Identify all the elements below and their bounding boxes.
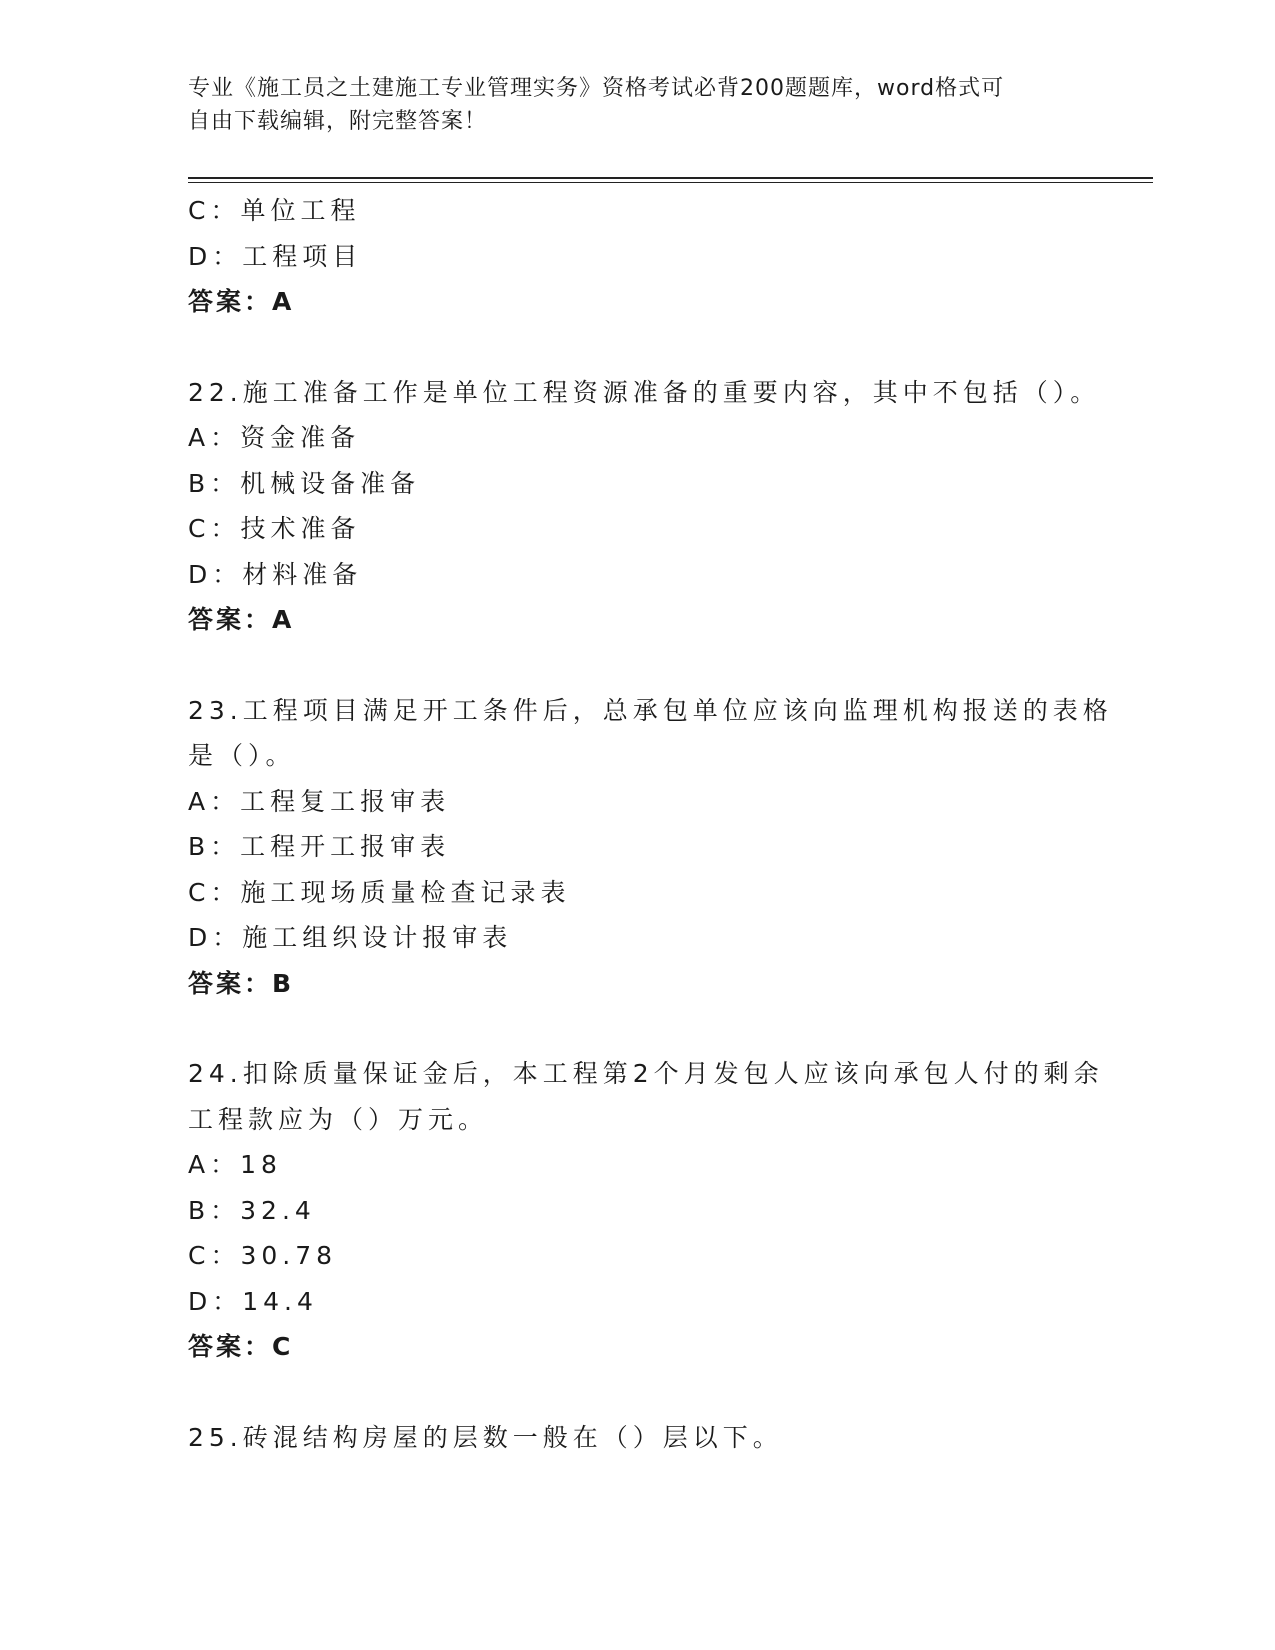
question-list — [188, 188, 1113, 1460]
spacer — [188, 1370, 1088, 1415]
header-divider-thick — [188, 177, 1153, 179]
question-text-line-2: 是（）。 — [188, 741, 296, 770]
option-a: A：18 — [188, 1150, 282, 1179]
spacer — [188, 325, 1088, 370]
option-c: C：30.78 — [188, 1241, 338, 1270]
spacer — [188, 643, 1088, 688]
answer: 答案：C — [188, 1332, 294, 1361]
question-23 — [188, 688, 1113, 1007]
answer: 答案：A — [188, 605, 295, 634]
question-21 — [188, 188, 1088, 325]
question-text-line-1: 24.扣除质量保证金后，本工程第2个月发包人应该向承包人付的剩余 — [188, 1059, 1104, 1088]
option-d: D：工程项目 — [188, 241, 363, 271]
header-title-line-1: 专业《施工员之土建施工专业管理实务》资格考试必背200题题库，word格式可 — [188, 76, 1005, 101]
question-text: 22.施工准备工作是单位工程资源准备的重要内容，其中不包括（）。 — [188, 377, 1101, 407]
document-header — [188, 72, 1088, 138]
spacer — [188, 1006, 1088, 1051]
question-text: 25.砖混结构房屋的层数一般在（）层以下。 — [188, 1422, 783, 1452]
header-title-line-2: 自由下载编辑，附完整答案！ — [188, 109, 488, 134]
option-c: C：单位工程 — [188, 196, 361, 225]
question-24 — [188, 1051, 1104, 1370]
answer: 答案：A — [188, 287, 295, 316]
option-c: C：技术准备 — [188, 514, 361, 543]
question-22 — [188, 370, 1101, 643]
header-divider-thin — [188, 182, 1153, 183]
option-b: B：机械设备准备 — [188, 468, 421, 498]
question-text-line-1: 23.工程项目满足开工条件后，总承包单位应该向监理机构报送的表格 — [188, 695, 1113, 725]
option-b: B：工程开工报审表 — [188, 832, 451, 861]
option-a: A：资金准备 — [188, 423, 361, 452]
option-c: C：施工现场质量检查记录表 — [188, 877, 571, 907]
option-d: D：材料准备 — [188, 559, 363, 589]
option-b: B：32.4 — [188, 1195, 316, 1225]
answer: 答案：B — [188, 968, 295, 998]
question-25 — [188, 1415, 1088, 1461]
option-a: A：工程复工报审表 — [188, 786, 451, 816]
question-text-line-2: 工程款应为（）万元。 — [188, 1104, 489, 1134]
option-d: D：14.4 — [188, 1286, 318, 1316]
option-d: D：施工组织设计报审表 — [188, 923, 513, 952]
